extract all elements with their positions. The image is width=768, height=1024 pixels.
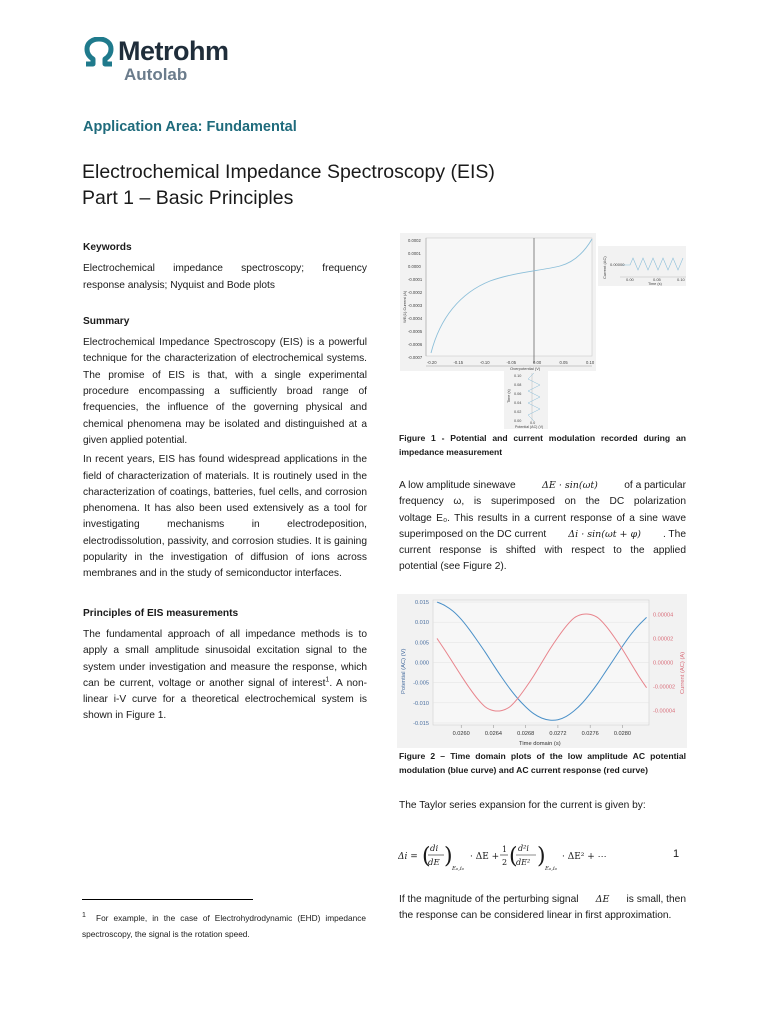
main-plot-area (426, 238, 592, 356)
taylor-equation (398, 836, 686, 886)
math-delta-e: ΔE (595, 894, 610, 905)
potential-inset-ytick: 0.00 (514, 419, 522, 423)
footnote-separator (82, 899, 253, 900)
main-x-tick-label: -0.10 (480, 360, 490, 365)
x-tick-label: 0.0276 (581, 731, 599, 737)
figure-1-caption: Figure 1 - Potential and current modulation recorded during an impedance measurement (399, 433, 686, 457)
main-x-tick-label: -0.20 (427, 360, 437, 365)
figure-2-chart (397, 594, 687, 748)
keywords-line-1: Electrochemical impedance spectroscopy; frequency (83, 263, 367, 275)
linear-line-1a: If the magnitude of the perturbing signal (399, 894, 579, 905)
current-inset-ytick: 0.00000 (610, 262, 625, 267)
x-tick-label: 0.0268 (517, 731, 535, 737)
y-tick-label: 0.010 (415, 620, 429, 627)
figure-1-description (399, 478, 686, 576)
left-column (83, 240, 367, 725)
x-tick-label: 0.0280 (613, 731, 631, 737)
principles-heading: Principles of EIS measurements (83, 607, 239, 619)
current-inset-xtick: 0.10 (677, 277, 685, 282)
main-x-tick-label: 0.05 (559, 360, 568, 365)
figure-2-caption: Figure 2 – Time domain plots of the low amplitude AC potential modulation (blue curve) and AC current response (red curve) (399, 751, 686, 775)
footnote-ref: 1 (325, 676, 330, 684)
footnote-number: 1 (82, 912, 86, 920)
x-axis-label: Time domain (s) (519, 741, 561, 747)
svg-text:(: ( (509, 844, 518, 869)
linear-line-1b: is small, then (626, 894, 686, 905)
taylor-text: The Taylor series expansion for the current is given by: (399, 800, 646, 811)
left-y-axis-label: Potential (AC) (V) (401, 648, 407, 694)
potential-inset-ytick: 0.02 (514, 410, 522, 414)
brand-subtitle: Autolab (124, 65, 188, 84)
keywords-line-2: response analysis; Nyquist and Bode plots (83, 279, 275, 291)
desc-line-4b: . The (662, 528, 686, 540)
x-tick-label: 0.0260 (452, 731, 470, 737)
svg-text:): ) (444, 844, 453, 869)
title-line-2: Part 1 – Basic Principles (82, 187, 294, 209)
svg-text:1: 1 (502, 845, 508, 854)
desc-line-1a: A low amplitude sinewave (399, 480, 516, 491)
desc-line-4a: superimposed on the DC current (399, 528, 547, 540)
svg-text:dE: dE (428, 858, 440, 868)
current-inset-xlabel: Time (s) (648, 282, 662, 286)
y-tick-label: -0.010 (413, 700, 429, 707)
omega-logo-icon (82, 37, 116, 67)
main-y-tick-label: -0.0003 (408, 303, 423, 308)
y-tick-label: -0.005 (413, 680, 429, 687)
y-tick-label: -0.015 (413, 720, 429, 727)
summary-paragraph-1: Electrochemical Impedance Spectroscopy (EIS) is a powerful technique for the characterization of electrochemical systems. The promise of EIS is that, with a single experimental procedure encompassing a sufficiently broad range of frequencies, the influence of the governing physical and chemical phenomena may be isolated and distinguished at a given applied potential. (83, 337, 367, 446)
summary-paragraph-2: In recent years, EIS has found widespread applications in the field of characterization of materials. It is routinely used in the characterization of coatings, batteries, fuel cells, and corrosion phenomena. It has also been used extensively as a tool for investigating mechanisms in electrodeposition, electrodissolution, passivity, and corrosion studies. It is gaining popularity in the investigation of diffusion of ions across membranes and in the study of semiconductor interfaces. (83, 454, 367, 580)
desc-line-1b: of a particular (624, 480, 686, 491)
main-x-tick-label: -0.15 (453, 360, 464, 365)
potential-inset-ytick: 0.04 (514, 401, 522, 405)
svg-text:· ΔE² + ⋯: · ΔE² + ⋯ (562, 852, 607, 862)
y-tick-label: 0.015 (415, 600, 429, 607)
svg-text:di: di (430, 844, 439, 854)
main-y-tick-label: -0.0007 (408, 355, 423, 360)
right-y-tick-label: 0.00002 (653, 636, 674, 643)
potential-inset-ytick: 0.10 (514, 374, 522, 378)
main-y-tick-label: -0.0002 (408, 290, 423, 295)
potential-inset-ytick: 0.06 (514, 392, 522, 396)
figure-1-plot (400, 233, 688, 431)
y-tick-label: 0.000 (415, 660, 429, 667)
principles-paragraph (83, 627, 367, 725)
main-x-tick-label: 0.10 (586, 360, 595, 365)
application-area: Application Area: Fundamental (83, 119, 297, 135)
main-y-tick-label: 0.0001 (408, 251, 421, 256)
x-tick-label: 0.0272 (549, 731, 567, 737)
potential-inset-ylabel: Time (s) (507, 389, 511, 403)
footnote-text: For example, in the case of Electrohydrodynamic (EHD) impedance spectroscopy, the signal is the rotation speed. (82, 913, 366, 939)
svg-text:· ΔE +: · ΔE + (470, 852, 500, 862)
figure-1 (400, 233, 688, 431)
desc-line-3: voltage E₀. This results in a current response of a sine wave (399, 512, 686, 524)
svg-text:): ) (537, 844, 546, 869)
desc-line-6: potential (see Figure 2). (399, 561, 507, 573)
x-tick-label: 0.0264 (484, 731, 503, 737)
svg-text:(: ( (422, 844, 431, 869)
right-y-tick-label: 0.00000 (653, 660, 674, 667)
svg-text:dE²: dE² (516, 858, 531, 867)
math-current: Δi · sin(ωt + φ) (568, 528, 641, 540)
main-x-label: Overpotential (V) (510, 366, 541, 371)
svg-text:E₀,i₀: E₀,i₀ (452, 866, 464, 872)
right-y-axis-label: Current (AC) (A) (680, 651, 686, 694)
main-y-label: WE(1).Current (A) (402, 290, 407, 323)
main-y-tick-label: -0.0005 (408, 329, 423, 334)
y-tick-label: 0.005 (415, 640, 429, 647)
right-y-tick-label: -0.00002 (653, 684, 676, 691)
footnote (82, 910, 366, 942)
linear-paragraph (399, 892, 686, 925)
main-x-tick-label: -0.05 (506, 360, 517, 365)
right-y-tick-label: 0.00004 (653, 612, 674, 619)
svg-text:Δi =: Δi = (398, 852, 418, 862)
principles-text-b: . A non-linear i-V curve for a theoretical electrochemical system is shown in Figure 1. (83, 677, 368, 722)
main-y-tick-label: 0.0000 (408, 264, 421, 269)
equation-graphic (398, 836, 686, 886)
equation-number: 1 (673, 848, 680, 860)
main-y-tick-label: -0.0006 (408, 342, 423, 347)
potential-inset-xtick: 0.0 (530, 421, 536, 425)
brand-name: Metrohm (118, 36, 229, 66)
right-y-tick-label: -0.00004 (653, 708, 676, 715)
page-title (82, 159, 495, 211)
current-inset-xtick: 0.00 (626, 277, 634, 282)
keywords-heading: Keywords (83, 242, 132, 253)
potential-inset-ytick: 0.08 (514, 383, 522, 387)
current-inset-xtick: 0.05 (653, 277, 661, 282)
linear-line-2: the response can be considered linear in first approximation. (399, 910, 672, 922)
desc-line-5: current response is shifted with respect to the applied (399, 545, 686, 557)
figure-2 (397, 594, 687, 748)
principles-text-a: The fundamental approach of all impedance methods is to apply a small amplitude sinusoidal excitation signal to the system under investigation and measure the response, which can be current, voltage or another signal of interest (83, 628, 367, 689)
current-inset-ylabel: Current (AC) (602, 256, 607, 279)
desc-line-2: frequency ω, is superimposed on the DC polarization (399, 496, 686, 508)
main-x-tick-label: 0.00 (533, 360, 542, 365)
main-y-tick-label: -0.0004 (408, 316, 423, 321)
title-line-1: Electrochemical Impedance Spectroscopy (EIS) (82, 161, 495, 183)
main-y-tick-label: 0.0002 (408, 238, 421, 243)
svg-text:d²i: d²i (518, 844, 529, 853)
svg-text:2: 2 (502, 858, 508, 867)
summary-heading: Summary (83, 315, 130, 327)
svg-text:E₀,i₀: E₀,i₀ (545, 866, 557, 872)
potential-inset-xlabel: Potential (AC) (V) (515, 425, 544, 429)
main-y-tick-label: -0.0001 (408, 277, 423, 282)
math-sinewave: ΔE · sin(ωt) (542, 480, 598, 491)
